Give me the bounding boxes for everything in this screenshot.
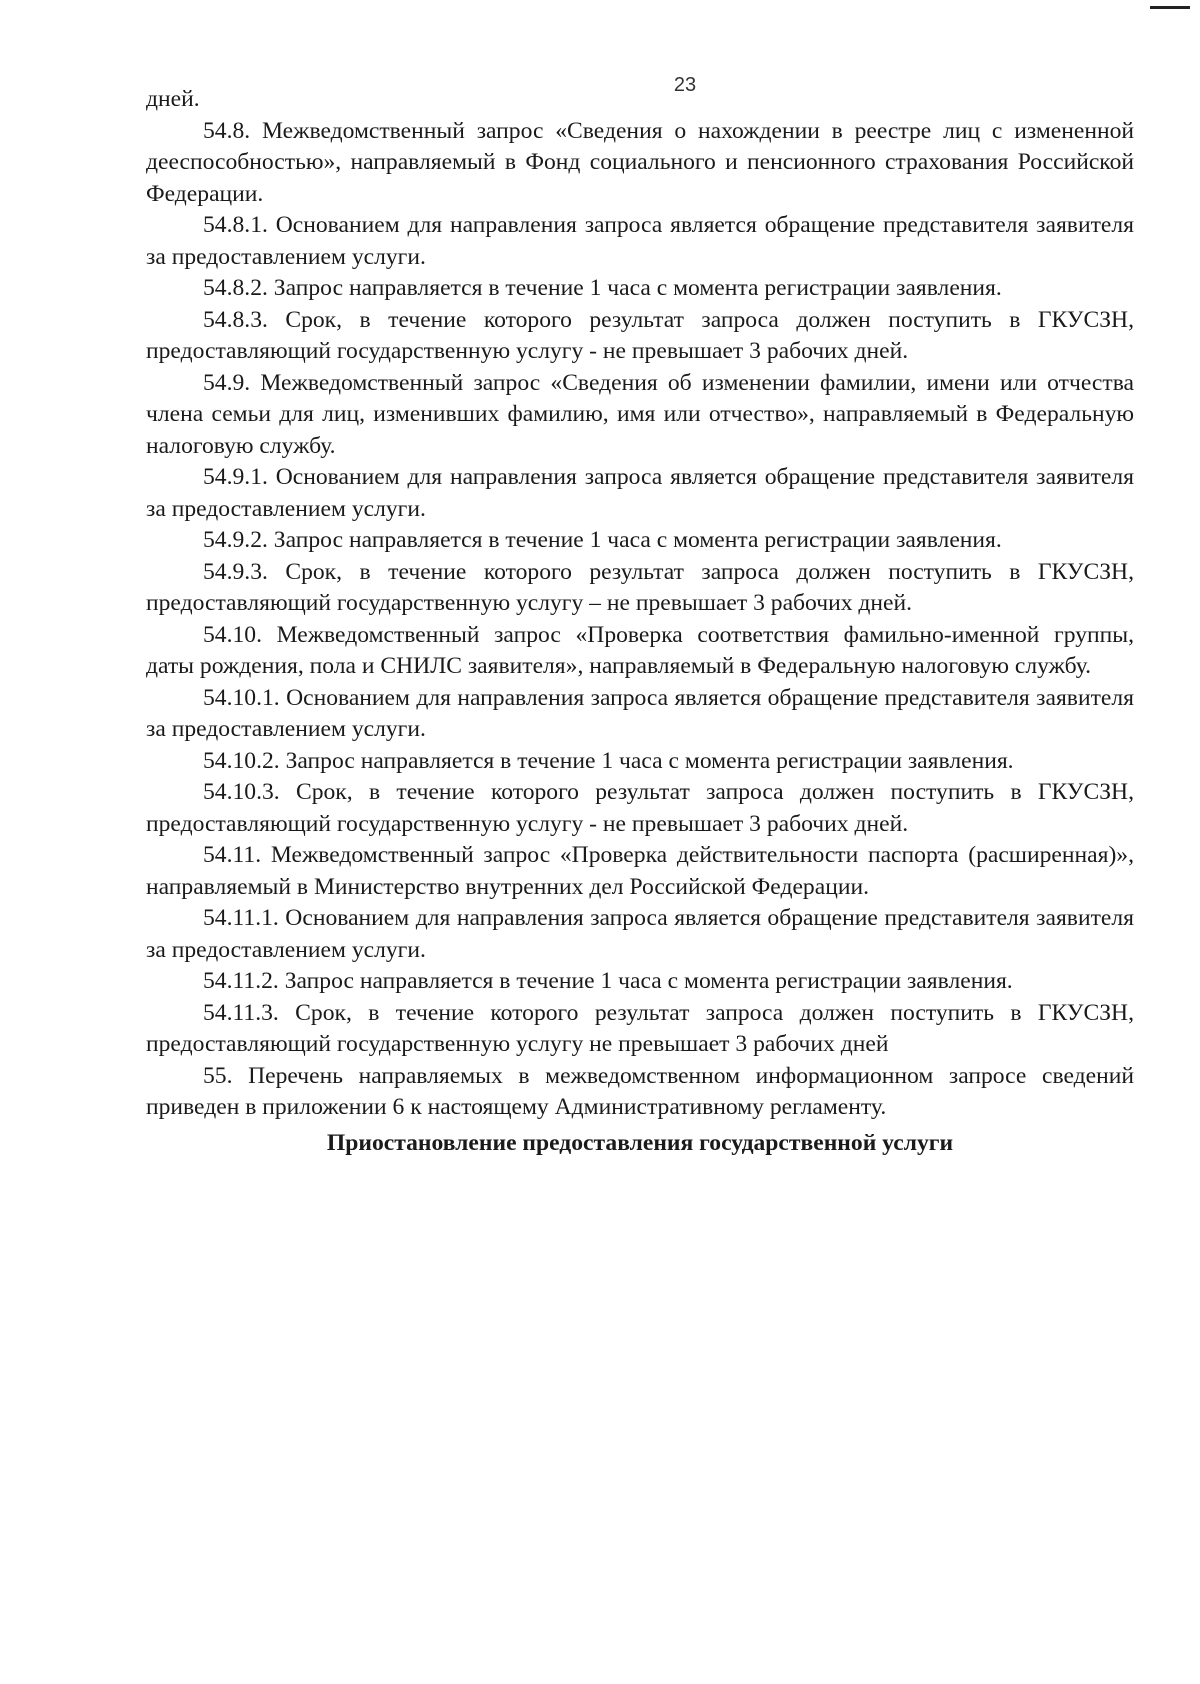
paragraph-54-8: 54.8. Межведомственный запрос «Сведения о нахождении в реестре лиц с измененной дееспособностью», направляемый в Фонд социального и пенсионного страхования Российской Федерации. (146, 117, 1134, 207)
paragraph-54-10-1: 54.10.1. Основанием для направления запроса является обращение представителя заявителя за предоставлением услуги. (146, 684, 1134, 742)
section-heading: Приостановление предоставления государственной услуги (326, 1129, 954, 1156)
scan-corner-mark (1150, 6, 1190, 9)
paragraph-54-9-1: 54.9.1. Основанием для направления запроса является обращение представителя заявителя за предоставлением услуги. (146, 464, 1134, 522)
paragraph-54-9: 54.9. Межведомственный запрос «Сведения об изменении фамилии, имени или отчества члена семьи для лиц, изменивших фамилию, имя или отчество», направляемый в Федеральную налоговую службу. (146, 369, 1134, 459)
paragraph-54-10: 54.10. Межведомственный запрос «Проверка соответствия фамильно-именной группы, даты рождения, пола и СНИЛС заявителя», направляемый в Федеральную налоговую службу. (146, 621, 1134, 679)
paragraph-54-11-1: 54.11.1. Основанием для направления запроса является обращение представителя заявителя за предоставлением услуги. (146, 905, 1134, 963)
paragraph-54-9-3: 54.9.3. Срок, в течение которого результат запроса должен поступить в ГКУСЗН, предоставляющий государственную услугу – не превышает 3 рабочих дней. (146, 558, 1134, 616)
paragraph-54-11: 54.11. Межведомственный запрос «Проверка действительности паспорта (расширенная)», направляемый в Министерство внутренних дел Российской Федерации. (146, 842, 1134, 900)
page-number: 23 (673, 74, 697, 96)
paragraph-54-11-2: 54.11.2. Запрос направляется в течение 1 часа с момента регистрации заявления. (203, 968, 1013, 994)
paragraph-54-9-2: 54.9.2. Запрос направляется в течение 1 часа с момента регистрации заявления. (203, 527, 1002, 553)
document-body (146, 84, 1134, 1159)
paragraph-54-10-3: 54.10.3. Срок, в течение которого результат запроса должен поступить в ГКУСЗН, предоставляющий государственную услугу - не превышает 3 рабочих дней. (146, 779, 1134, 837)
paragraph-54-8-1: 54.8.1. Основанием для направления запроса является обращение представителя заявителя за предоставлением услуги. (146, 212, 1134, 270)
paragraph-54-10-2: 54.10.2. Запрос направляется в течение 1 часа с момента регистрации заявления. (203, 747, 1014, 774)
paragraph-54-11-3: 54.11.3. Срок, в течение которого результат запроса должен поступить в ГКУСЗН, предоставляющий государственную услугу не превышает 3 рабочих дней (146, 999, 1134, 1057)
paragraph-continuation: дней. (146, 86, 200, 112)
paragraph-54-8-2: 54.8.2. Запрос направляется в течение 1 часа с момента регистрации заявления. (203, 275, 1002, 301)
paragraph-54-8-3: 54.8.3. Срок, в течение которого результат запроса должен поступить в ГКУСЗН, предоставляющий государственную услугу - не превышает 3 рабочих дней. (146, 306, 1134, 364)
paragraph-55: 55. Перечень направляемых в межведомственном информационном запросе сведений приведен в приложении 6 к настоящему Административному регламенту. (146, 1062, 1134, 1120)
